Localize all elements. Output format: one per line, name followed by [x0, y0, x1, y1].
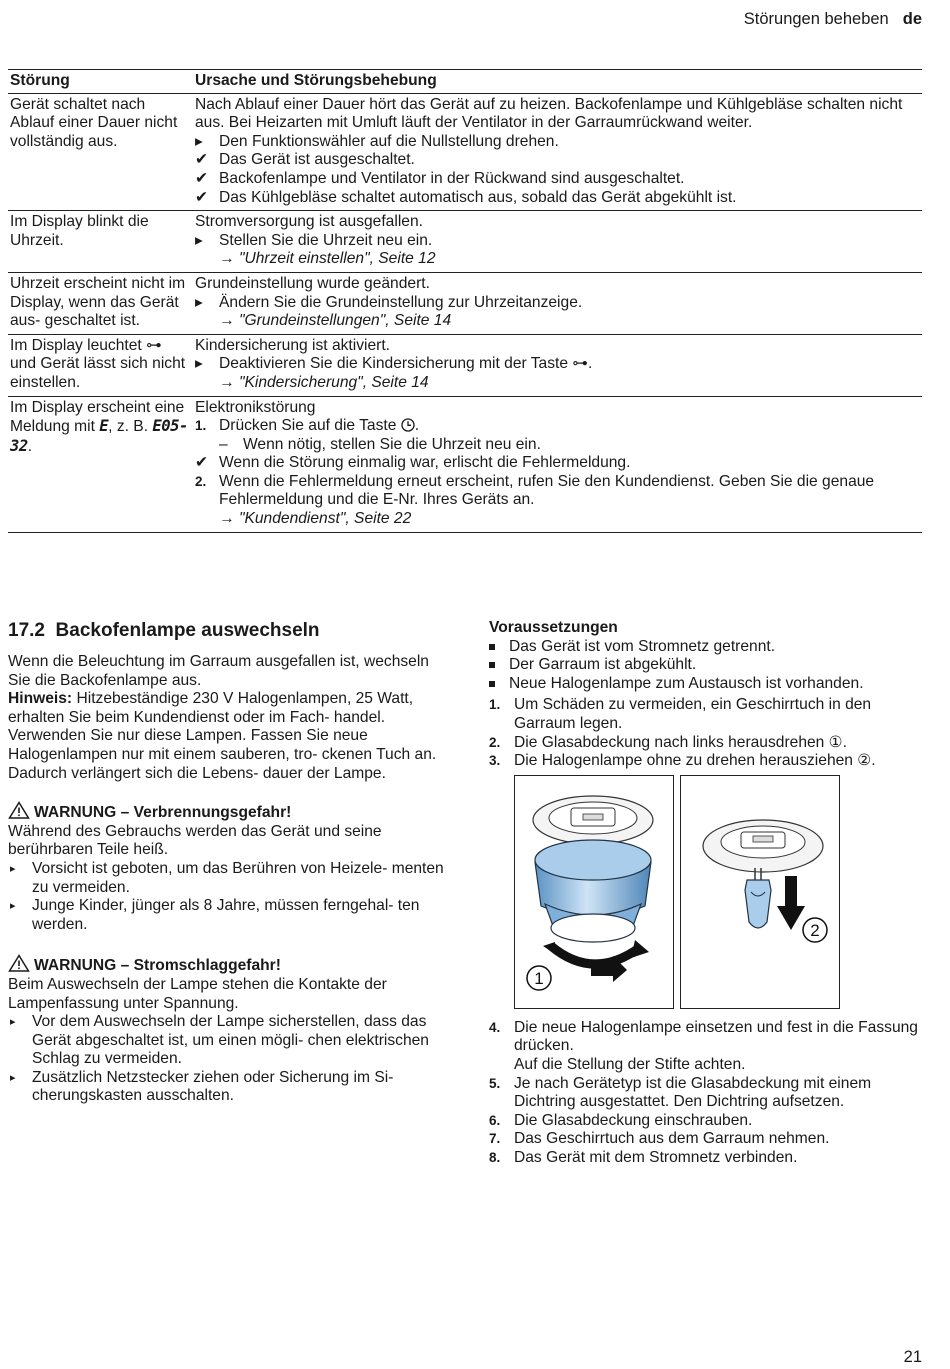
cause-cell — [193, 211, 922, 273]
prerequisites-title: Voraussetzungen — [489, 619, 618, 636]
cross-reference-link[interactable]: → "Kindersicherung", Seite 14 — [219, 373, 429, 391]
column-header-cause: Ursache und Störungsbehebung — [193, 70, 922, 94]
fault-cell: Im Display blinkt die Uhrzeit. — [8, 211, 193, 273]
column-header-fault: Störung — [8, 70, 193, 94]
arrow-bullet-icon: ▸ — [10, 1071, 16, 1084]
cause-text: Elektronikstörung — [195, 398, 316, 416]
arrow-right-icon: → — [219, 510, 239, 528]
step-number: 1. — [195, 418, 207, 434]
section-title: 17.2 Backofenlampe auswechseln — [8, 620, 320, 641]
arrow-bullet-icon: ▸ — [195, 231, 203, 249]
step-item: 7. Das Geschirrtuch aus dem Garraum nehmen. — [489, 1130, 830, 1148]
cause-cell — [193, 334, 922, 396]
table-row — [8, 93, 922, 211]
step-item: 8. Das Gerät mit dem Stromnetz verbinden. — [489, 1148, 798, 1166]
step-item: 5. Je nach Gerätetyp ist die Glasabdeckung mit einem Dichtring ausgestattet. Den Dichtring aufsetzen. — [489, 1074, 872, 1111]
left-column — [8, 619, 444, 1106]
arrow-bullet-icon: ▸ — [195, 132, 203, 150]
figure-label: 1 — [534, 968, 544, 988]
step-item: 6. Die Glasabdeckung einschrauben. — [489, 1111, 753, 1129]
cause-cell — [193, 93, 922, 211]
arrow-right-icon: → — [219, 250, 239, 268]
checkmark-icon: ✔ — [195, 169, 209, 187]
troubleshooting-table — [8, 69, 922, 533]
figure-unscrew-cover — [514, 775, 674, 1009]
right-column — [489, 619, 929, 1168]
arrow-bullet-icon: ▸ — [195, 293, 203, 311]
result-item: ✔ Backofenlampe und Ventilator in der Rückwand sind ausgeschaltet. — [195, 169, 685, 187]
intro-text: Wenn die Beleuchtung im Garraum ausgefallen ist, wechseln Sie die Backofenlampe aus. — [8, 653, 429, 689]
table-row — [8, 396, 922, 532]
display-segment-e: E — [99, 417, 109, 436]
checkmark-icon: ✔ — [195, 454, 209, 472]
cross-reference-link[interactable]: → "Grundeinstellungen", Seite 14 — [219, 312, 452, 330]
table-row — [8, 272, 922, 334]
table-row — [8, 211, 922, 273]
square-bullet-icon — [489, 644, 495, 650]
cause-text: Stromversorgung ist ausgefallen. — [195, 213, 423, 231]
fault-cell: Gerät schaltet nach Ablauf einer Dauer nicht vollständig aus. — [8, 93, 193, 211]
warning-burn-title: WARNUNG – Verbrennungsgefahr! — [8, 801, 444, 823]
key-icon: ⊶ — [146, 336, 162, 354]
sub-item: – Wenn nötig, stellen Sie die Uhrzeit neu ein. — [219, 435, 541, 453]
fault-cell: Uhrzeit erscheint nicht im Display, wenn das Gerät aus- geschaltet ist. — [8, 272, 193, 334]
warning-burn-text: Während des Gebrauchs werden das Gerät und seine berührbaren Teile heiß. — [8, 822, 382, 859]
warning-shock-text: Beim Auswechseln der Lampe stehen die Kontakte der Lampenfassung unter Spannung. — [8, 975, 387, 1012]
table-header-row — [8, 70, 922, 94]
action-item: ▸ Deaktivieren Sie die Kindersicherung mit der Taste ⊶. — [195, 355, 593, 373]
step-item: 2. Wenn die Fehlermeldung erneut erscheint, rufen Sie den Kundendienst. Geben Sie die genaue Fehlermeldung und die E-Nr. Ihres Geräts an. — [195, 472, 875, 509]
key-icon: ⊶ — [572, 355, 588, 373]
square-bullet-icon — [489, 681, 495, 687]
checkmark-icon: ✔ — [195, 151, 209, 169]
arrow-right-icon: → — [219, 312, 239, 330]
cross-reference-link[interactable]: → "Kundendienst", Seite 22 — [219, 510, 412, 528]
cross-reference-link[interactable]: → "Uhrzeit einstellen", Seite 12 — [219, 250, 436, 268]
arrow-bullet-icon: ▸ — [10, 1016, 16, 1029]
table-row — [8, 334, 922, 396]
warning-item: ▸ Vorsicht ist geboten, um das Berühren von Heizele- menten zu vermeiden. — [10, 859, 444, 896]
step-item: 1. Drücken Sie auf die Taste . — [195, 417, 420, 435]
dash-bullet: – — [219, 435, 228, 453]
arrow-bullet-icon: ▸ — [10, 900, 16, 913]
figure-label: 2 — [810, 920, 820, 940]
warning-shock-title: WARNUNG – Stromschlaggefahr! — [8, 954, 444, 976]
result-item: ✔ Wenn die Störung einmalig war, erlischt die Fehlermeldung. — [195, 454, 631, 472]
arrow-bullet-icon: ▸ — [10, 862, 16, 875]
checkmark-icon: ✔ — [195, 188, 209, 206]
result-item: ✔ Das Kühlgebläse schaltet automatisch aus, sobald das Gerät abgekühlt ist. — [195, 188, 737, 206]
warning-item: ▸ Vor dem Auswechseln der Lampe sicherstellen, dass das Gerät abgeschaltet ist, um einen mögli- chen elektrischen Schlag zu vermeiden. — [10, 1013, 429, 1068]
warning-triangle-icon — [8, 954, 34, 976]
warning-item: ▸ Zusätzlich Netzstecker ziehen oder Sicherung im Si- cherungskasten ausschalten. — [10, 1068, 394, 1105]
cause-text: Grundeinstellung wurde geändert. — [195, 274, 430, 292]
display-error-code: E05-32 — [10, 417, 188, 455]
language-code: de — [902, 10, 922, 28]
fault-cell: Im Display erscheint eine Meldung mit E, z. B. E05-32. — [8, 396, 193, 532]
action-item: ▸ Stellen Sie die Uhrzeit neu ein. — [195, 231, 433, 249]
arrow-right-icon: → — [219, 373, 239, 391]
cause-cell — [193, 272, 922, 334]
page-header — [744, 10, 922, 29]
figure-pull-lamp — [680, 775, 840, 1009]
warning-item: ▸ Junge Kinder, jünger als 8 Jahre, müssen ferngehal- ten werden. — [10, 897, 420, 933]
step-item: 4. Die neue Halogenlampe einsetzen und fest in die Fassung drücken. Auf die Stellung der Stifte achten. — [489, 1018, 918, 1073]
step-item: 3. Die Halogenlampe ohne zu drehen herausziehen ②. — [489, 752, 876, 770]
section-name: Störungen beheben — [743, 10, 889, 28]
square-bullet-icon — [489, 662, 495, 668]
arrow-bullet-icon: ▸ — [195, 355, 203, 373]
cause-text: Kindersicherung ist aktiviert. — [195, 336, 391, 354]
step-item: 2. Die Glasabdeckung nach links herausdrehen ①. — [489, 733, 847, 751]
lamp-figures — [514, 775, 929, 1015]
fault-cell: Im Display leuchtet ⊶ und Gerät lässt sich nicht einstellen. — [8, 334, 193, 396]
prerequisite-item: Der Garraum ist abgekühlt. — [489, 656, 929, 675]
hint-text: Hinweis: Hitzebeständige 230 V Halogenlampen, 25 Watt, erhalten Sie beim Kundendienst oder im Fach- handel. Verwenden Sie nur diese Lampen. Fassen Sie neue Halogenlampen nur mit einem sauberen, tro- ckenen Tuch an. Dadurch verlängert sich die Lebens- dauer der Lampe. — [8, 690, 437, 782]
result-item: ✔ Das Gerät ist ausgeschaltet. — [195, 151, 415, 169]
cause-cell — [193, 396, 922, 532]
warning-triangle-icon — [8, 801, 34, 823]
action-item: ▸ Den Funktionswähler auf die Nullstellung drehen. — [195, 132, 559, 150]
step-number: 2. — [195, 473, 207, 489]
page-number: 21 — [903, 1348, 922, 1366]
prerequisite-item: Das Gerät ist vom Stromnetz getrennt. — [489, 638, 929, 657]
step-item: 1. Um Schäden zu vermeiden, ein Geschirrtuch in den Garraum legen. — [489, 696, 872, 732]
prerequisite-item: Neue Halogenlampe zum Austausch ist vorhanden. — [489, 675, 929, 694]
action-item: ▸ Ändern Sie die Grundeinstellung zur Uhrzeitanzeige. — [195, 293, 583, 311]
clock-icon — [401, 417, 415, 434]
cause-text: Nach Ablauf einer Dauer hört das Gerät auf zu heizen. Backofenlampe und Kühlgebläse schalten nicht aus. Bei Heizarten mit Umluft läuft der Ventilator in der Garraumrückwand weiter. — [195, 95, 903, 132]
